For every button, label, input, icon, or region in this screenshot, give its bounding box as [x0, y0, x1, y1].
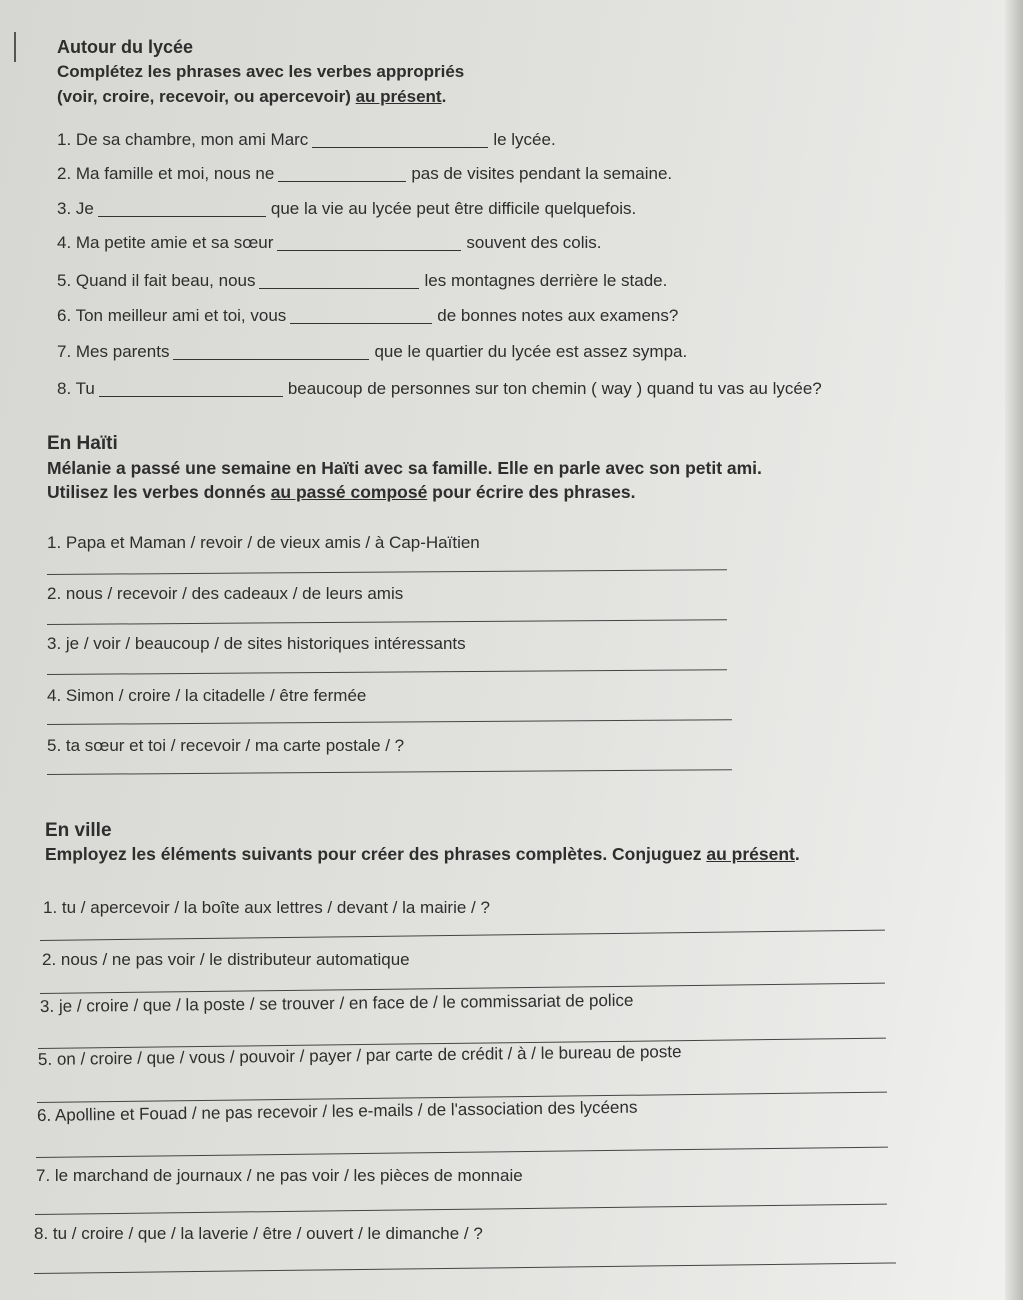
answer-blank[interactable] [278, 167, 406, 182]
answer-line[interactable] [47, 619, 727, 625]
answer-blank[interactable] [277, 236, 461, 251]
part3-item-7: 7. le marchand de journaux / ne pas voir / les pièces de monnaie [36, 1166, 523, 1185]
item-text: 7. Mes parents [57, 342, 170, 361]
part1-verbs-line [57, 87, 446, 107]
part3-item-1: 1. tu / apercevoir / la boîte aux lettres / devant / la mairie / ? [43, 898, 490, 917]
part1-item-8 [57, 379, 822, 399]
answer-blank[interactable] [259, 274, 419, 289]
item-text: 5. Quand il fait beau, nous [57, 271, 256, 290]
answer-blank[interactable] [290, 309, 432, 324]
item-text: de bonnes notes aux examens? [437, 306, 679, 325]
part3-end: . [794, 844, 800, 864]
part2-item-1: 1. Papa et Maman / revoir / de vieux amis / à Cap-Haïtien [47, 533, 480, 552]
section-title-en-haiti: En Haïti [47, 433, 118, 454]
answer-line[interactable] [47, 569, 727, 575]
part3-instruction-text: Employez les éléments suivants pour créer des phrases complètes. Conjuguez [45, 844, 707, 864]
item-text: les montagnes derrière le stade. [424, 271, 668, 290]
item-text: souvent des colis. [466, 233, 602, 252]
part2-item-2: 2. nous / recevoir / des cadeaux / de leurs amis [47, 584, 404, 603]
item-text: 3. Je [57, 199, 94, 218]
answer-blank[interactable] [173, 345, 369, 360]
part3-item-6: 6. Apolline et Fouad / ne pas recevoir / les e-mails / de l'association des lycéens [36, 1097, 638, 1125]
item-text: pas de visites pendant la semaine. [411, 164, 673, 183]
part1-item-2 [57, 164, 672, 184]
item-text: 4. Ma petite amie et sa sœur [57, 233, 274, 252]
answer-line[interactable] [34, 1262, 896, 1274]
margin-mark [14, 32, 16, 62]
section-title-autour-du-lycee: Autour du lycée [57, 37, 194, 57]
part1-item-5 [57, 271, 667, 291]
part3-tense: au présent [706, 844, 795, 864]
part1-tense: au présent [355, 87, 442, 106]
part2-instruction-text: Utilisez les verbes donnés [47, 482, 271, 502]
part2-item-4: 4. Simon / croire / la citadelle / être fermée [47, 686, 367, 705]
answer-blank[interactable] [312, 133, 488, 148]
part3-item-3: 3. je / croire / que / la poste / se trouver / en face de / le commissariat de police [39, 990, 634, 1016]
page-edge [1005, 0, 1023, 1300]
part2-context: Mélanie a passé une semaine en Haïti avec sa famille. Elle en parle avec son petit ami. [47, 458, 762, 478]
part3-item-2: 2. nous / ne pas voir / le distributeur automatique [42, 950, 410, 969]
part1-end: . [441, 87, 447, 106]
answer-line[interactable] [40, 930, 885, 941]
part3-item-8: 8. tu / croire / que / la laverie / être / ouvert / le dimanche / ? [34, 1224, 483, 1243]
part2-item-3: 3. je / voir / beaucoup / de sites historiques intéressants [47, 634, 466, 653]
answer-line[interactable] [47, 769, 732, 775]
answer-blank[interactable] [98, 202, 266, 217]
item-text: 1. De sa chambre, mon ami Marc [57, 130, 309, 149]
part1-item-7 [57, 342, 687, 362]
part3-instruction [45, 844, 800, 865]
answer-line[interactable] [36, 1147, 888, 1158]
item-text: beaucoup de personnes sur ton chemin ( way ) quand tu vas au lycée? [287, 379, 822, 398]
item-text: 2. Ma famille et moi, nous ne [57, 164, 275, 183]
answer-blank[interactable] [99, 382, 283, 397]
item-text: 8. Tu [57, 379, 95, 398]
part1-instruction: Complétez les phrases avec les verbes appropriés [57, 62, 465, 81]
part2-instruction-text-end: pour écrire des phrases. [427, 482, 636, 502]
answer-line[interactable] [47, 669, 727, 675]
part2-tense: au passé composé [270, 482, 428, 502]
part1-item-1 [57, 130, 556, 150]
answer-line[interactable] [47, 719, 732, 725]
section-title-en-ville: En ville [45, 820, 112, 841]
part1-verbs: (voir, croire, recevoir, ou apercevoir) [57, 87, 351, 106]
part1-item-6 [57, 306, 678, 326]
part2-item-5: 5. ta sœur et toi / recevoir / ma carte postale / ? [47, 736, 405, 755]
item-text: que la vie au lycée peut être difficile quelquefois. [270, 199, 637, 218]
part1-item-4 [57, 233, 602, 253]
item-text: le lycée. [493, 130, 556, 149]
part2-instruction [47, 482, 635, 503]
part1-item-3 [57, 199, 636, 219]
item-text: que le quartier du lycée est assez sympa. [374, 342, 688, 361]
item-text: 6. Ton meilleur ami et toi, vous [57, 306, 287, 325]
part3-item-5: 5. on / croire / que / vous / pouvoir / payer / par carte de crédit / à / le bureau de poste [37, 1042, 682, 1069]
answer-line[interactable] [35, 1204, 887, 1215]
